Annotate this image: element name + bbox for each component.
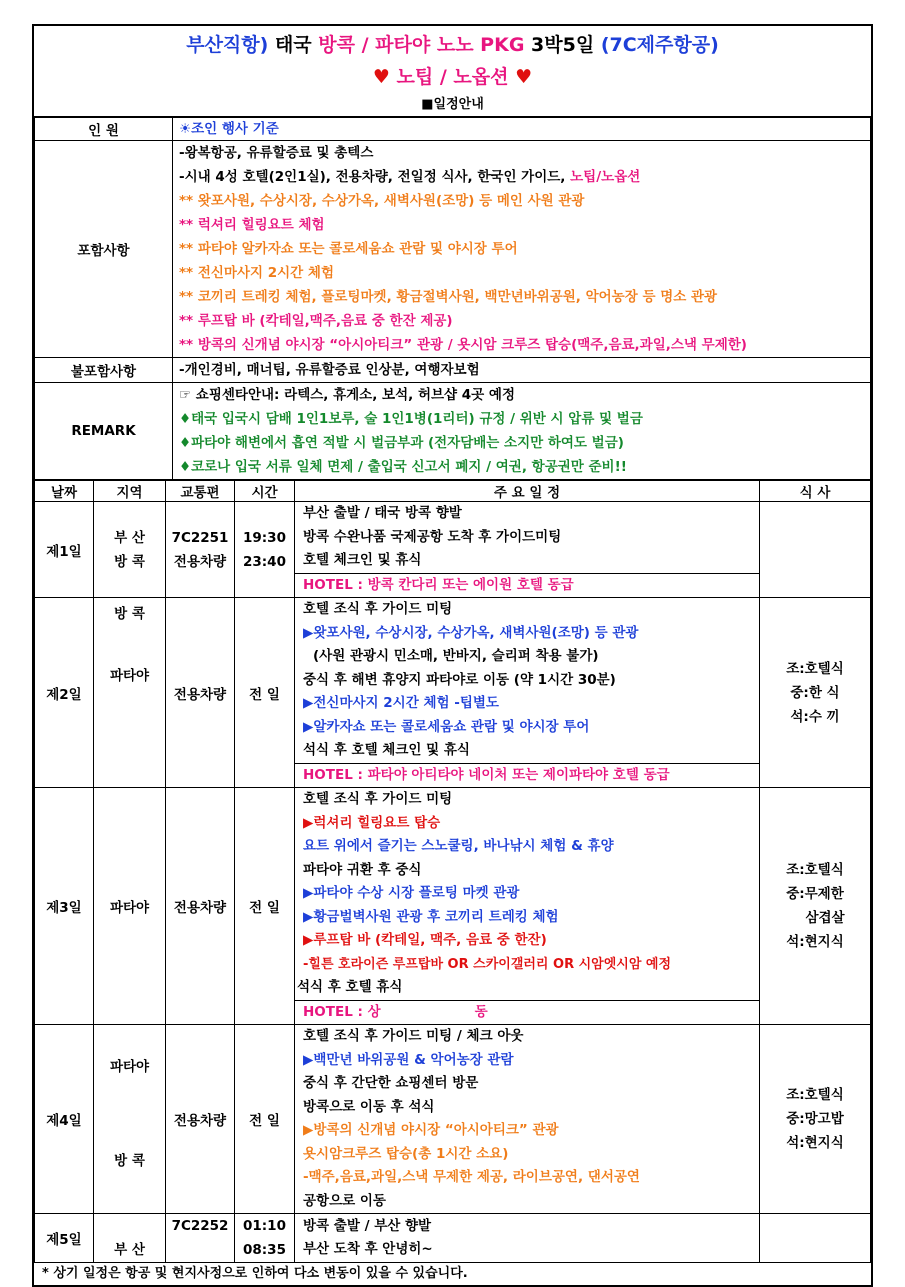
day5-row [35, 1214, 871, 1263]
remark-item: ♦태국 입국시 담배 1인1보루, 술 1인1병(1리터) 규정 / 위반 시 압류 및 벌금 [179, 411, 643, 427]
day4-date: 제4일 [35, 1025, 94, 1214]
schedule-table [34, 480, 871, 1263]
meal-text: 중:망고밥 [786, 1111, 844, 1127]
schedule-line: 공항으로 이동 [303, 1192, 386, 1209]
subtitle-text: 노팁 / 노옵션 [396, 66, 509, 88]
transport-text: 전용차량 [173, 553, 227, 570]
include-label: 포함사항 [35, 141, 173, 358]
day4-schedule [295, 1025, 760, 1214]
schedule-line: 부산 출발 / 태국 방콕 향발 [303, 505, 462, 521]
include-list [173, 141, 871, 358]
schedule-line: 호텔 조식 후 가이드 미팅 [303, 601, 453, 617]
schedule-line: (사원 관광시 민소매, 반바지, 슬리퍼 착용 불가) [313, 648, 599, 664]
exclude-label: 불포함사항 [35, 358, 173, 383]
remark-item: ☞ 쇼핑센타안내: 라텍스, 휴게소, 보석, 허브샵 4곳 예정 [179, 387, 515, 403]
title-country: 태국 [274, 34, 312, 56]
hotel-line: HOTEL : 파타야 아티타야 네이처 또는 제이파타야 호텔 동급 [295, 763, 759, 788]
schedule-line: ▶방콕의 신개념 야시장 “아시아티크” 관광 [303, 1122, 559, 1138]
region-text: 방 콕 [114, 1153, 145, 1169]
day3-date: 제3일 [35, 788, 94, 1025]
schedule-header-row [35, 481, 871, 502]
include-item: ** 파타야 알카자쇼 또는 콜로세움쇼 관람 및 야시장 투어 [179, 241, 518, 257]
schedule-line: 호텔 조식 후 가이드 미팅 [303, 791, 453, 807]
people-value [173, 118, 871, 141]
meal-text: 조:호텔식 [786, 862, 844, 878]
day1-transport [166, 502, 235, 598]
include-item-highlight: 노팁/노옵션 [570, 169, 641, 185]
main-title [34, 26, 871, 60]
schedule-line: 석식 후 호텔 체크인 및 휴식 [303, 742, 470, 758]
schedule-line: ▶알카자쇼 또는 콜로세움쇼 관람 및 야시장 투어 [303, 718, 590, 735]
heart-icon: ♥ [515, 66, 533, 88]
schedule-line: 요트 위에서 즐기는 스노쿨링, 바나낚시 체험 & 휴양 [303, 838, 614, 854]
schedule-line: -맥주,음료,과일,스낵 무제한 제공, 라이브공연, 댄서공연 [303, 1169, 640, 1185]
day5-meal [760, 1214, 871, 1263]
schedule-line: 파타야 귀환 후 중식 [303, 861, 422, 878]
day4-row [35, 1025, 871, 1214]
schedule-line: ▶파타야 수상 시장 플로팅 마켓 관광 [303, 885, 520, 901]
day2-row [35, 598, 871, 788]
schedule-line: ▶왓포사원, 수상시장, 수상가옥, 새벽사원(조망) 등 관광 [303, 624, 639, 641]
schedule-line: 호텔 체크인 및 휴식 [303, 552, 422, 568]
title-package: 방콕 / 파타야 노노 PKG [318, 34, 525, 56]
day4-transport: 전용차량 [166, 1025, 235, 1214]
day2-transport: 전용차량 [166, 598, 235, 788]
heart-icon: ♥ [372, 66, 390, 88]
time-text: 23:40 [243, 553, 286, 570]
day4-time: 전 일 [235, 1025, 295, 1214]
day3-meal [760, 788, 871, 1025]
people-label: 인 원 [35, 118, 173, 141]
subtitle [34, 60, 871, 94]
meal-text: 석:수 끼 [790, 708, 840, 725]
meal-text: 석:현지식 [786, 934, 844, 950]
region-text: 파타야 [109, 668, 150, 684]
title-origin: 부산직항) [186, 34, 269, 56]
header-time: 시간 [235, 481, 295, 502]
include-item: ** 왓포사원, 수상시장, 수상가옥, 새벽사원(조망) 등 메인 사원 관광 [179, 193, 585, 209]
day3-transport: 전용차량 [166, 788, 235, 1025]
include-item [173, 165, 870, 189]
header-date: 날짜 [35, 481, 94, 502]
include-item: ** 전신마사지 2시간 체험 [179, 265, 334, 281]
schedule-line: 방콕 출발 / 부산 향발 [303, 1217, 432, 1234]
title-duration: 3박5일 [531, 34, 595, 56]
time-text: 19:30 [243, 529, 286, 546]
include-item: ** 방콕의 신개념 야시장 “아시아티크” 관광 / 욧시암 크루즈 탑승(맥주,음료,과일,스낵 무제한) [179, 337, 747, 353]
header-region: 지역 [94, 481, 166, 502]
region-text: 방 콕 [114, 553, 145, 570]
title-airline: (7C제주항공) [600, 34, 719, 56]
day1-schedule [295, 502, 760, 598]
meal-text: 석:현지식 [786, 1135, 844, 1151]
day1-region [94, 502, 166, 598]
schedule-line: 호텔 조식 후 가이드 미팅 / 체크 아웃 [303, 1028, 524, 1044]
itinerary-sheet [32, 24, 873, 1287]
meal-text: 조:호텔식 [786, 660, 844, 677]
day1-date: 제1일 [35, 502, 94, 598]
day4-meal [760, 1025, 871, 1214]
meal-text: 삼겹살 [805, 910, 845, 926]
day1-row [35, 502, 871, 598]
include-item: ** 루프탑 바 (칵테일,맥주,음료 중 한잔 제공) [179, 313, 453, 329]
time-text: 08:35 [243, 1242, 286, 1258]
schedule-line: ▶황금벌벽사원 관광 후 코끼리 트레킹 체험 [303, 908, 559, 925]
schedule-line: -힐튼 호라이즌 루프탑바 OR 스카이갤러리 OR 시암엣시암 예정 [303, 956, 672, 972]
day5-time [235, 1214, 295, 1263]
day4-region [94, 1025, 166, 1214]
schedule-line: 부산 도착 후 안녕히~ [303, 1241, 433, 1257]
include-item: ** 코끼리 트레킹 체험, 플로팅마켓, 황금절벽사원, 백만년바위공원, 악어농장 등 명소 관광 [179, 289, 718, 305]
include-item-text: -시내 4성 호텔(2인1실), 전용차량, 전일정 식사, 한국인 가이드, [179, 169, 566, 185]
day5-date: 제5일 [35, 1214, 94, 1263]
header-schedule: 주 요 일 정 [295, 481, 760, 502]
schedule-line: ▶루프탑 바 (칵테일, 맥주, 음료 중 한잔) [303, 932, 547, 948]
hotel-line: HOTEL : 방콕 칸다리 또는 에이원 호텔 동급 [295, 573, 759, 598]
region-text: 파타야 [109, 1059, 150, 1075]
remark-list [173, 383, 871, 480]
meal-text: 조:호텔식 [786, 1087, 844, 1103]
day2-date: 제2일 [35, 598, 94, 788]
people-value-text: ☀조인 행사 기준 [179, 121, 279, 137]
day2-meal [760, 598, 871, 788]
day1-meal [760, 502, 871, 598]
footer-note: * 상기 일정은 항공 및 현지사정으로 인하여 다소 변동이 있을 수 있습니다. [42, 1266, 468, 1281]
meal-text: 중:한 식 [790, 684, 840, 701]
day2-time: 전 일 [235, 598, 295, 788]
schedule-line: 방콕으로 이동 후 석식 [303, 1098, 435, 1115]
header-transport: 교통편 [166, 481, 235, 502]
schedule-line: 욧시암크루즈 탑승(총 1시간 소요) [303, 1145, 509, 1162]
exclude-value-text: -개인경비, 매너팁, 유류할증료 인상분, 여행자보험 [179, 362, 480, 378]
day3-row [35, 788, 871, 1025]
info-table [34, 117, 871, 480]
remark-item: ♦코로나 입국 서류 일체 면제 / 출입국 신고서 폐지 / 여권, 항공권만 준비!! [179, 459, 627, 475]
schedule-line: ▶럭셔리 힐링요트 탑승 [303, 814, 441, 831]
schedule-line: 석식 후 호텔 휴식 [297, 979, 403, 995]
exclude-value [173, 358, 871, 383]
region-text: 방 콕 [114, 606, 145, 622]
schedule-line: 중식 후 해변 휴양지 파타야로 이동 (약 1시간 30분) [303, 671, 616, 688]
schedule-line: ▶백만년 바위공원 & 악어농장 관람 [303, 1051, 514, 1068]
hotel-line: HOTEL : 상 동 [295, 1000, 759, 1025]
header-meal: 식 사 [760, 481, 871, 502]
day3-region: 파타야 [94, 788, 166, 1025]
schedule-line: ▶전신마사지 2시간 체험 -팁별도 [303, 695, 499, 711]
schedule-line: 중식 후 간단한 쇼핑센터 방문 [303, 1075, 479, 1091]
day2-schedule [295, 598, 760, 788]
remark-label: REMARK [35, 383, 173, 480]
schedule-line: 방콕 수완나품 국제공항 도착 후 가이드미팅 [303, 528, 562, 545]
day5-transport: 7C2252 [166, 1214, 235, 1263]
day5-region: 부 산 [94, 1214, 166, 1263]
schedule-guide-label: ■일정안내 [421, 97, 484, 112]
day3-schedule [295, 788, 760, 1025]
include-item: -왕복항공, 유류할증료 및 총텍스 [179, 145, 374, 161]
flight-number: 7C2251 [171, 529, 229, 546]
title-block [34, 26, 871, 117]
day5-schedule [295, 1214, 760, 1263]
day2-region [94, 598, 166, 788]
remark-item: ♦파타야 해변에서 흡연 적발 시 벌금부과 (전자담배는 소지만 하여도 벌금) [179, 435, 624, 451]
time-text: 01:10 [243, 1218, 286, 1234]
include-item: ** 럭셔리 힐링요트 체험 [179, 217, 325, 233]
day1-time [235, 502, 295, 598]
day3-time: 전 일 [235, 788, 295, 1025]
meal-text: 중:무제한 [786, 886, 844, 902]
region-text: 부 산 [114, 529, 145, 546]
